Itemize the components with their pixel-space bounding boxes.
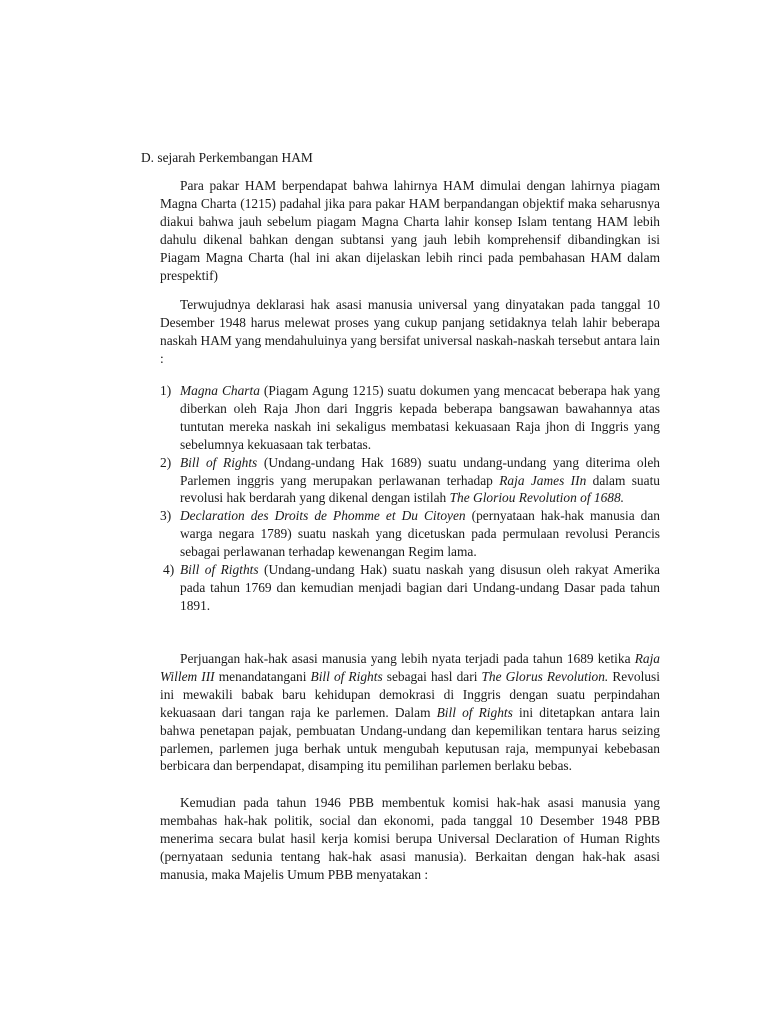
charter-list — [160, 382, 660, 615]
paragraph-un — [160, 794, 660, 884]
list-item-number: 3) — [160, 508, 172, 524]
paragraph-intro — [160, 177, 660, 284]
list-item — [160, 454, 660, 508]
list-item-number: 2) — [160, 454, 172, 470]
paragraph-text: ini ditetapkan antara lain bahwa penetapan pajak, pembuatan Undang-undang dan kepemilikan tentara harus seizing parlemen, parlemen juga berhak untuk mengubah keputusan raja, mempunyai kebebasan berbicara dan berpendapat, disamping itu pemilihan parlemen berlaku bebas. — [160, 704, 660, 774]
paragraph-italic: The Glorus Revolution. — [481, 668, 609, 684]
paragraph-italic: Bill of Rights — [436, 704, 513, 720]
list-item-italic: The Gloriou Revolution of 1688. — [449, 490, 625, 506]
paragraph-declaration — [160, 296, 660, 368]
list-item-text: (Piagam Agung 1215) suatu dokumen yang mencacat beberapa hak yang diberkan oleh Raja Jhon dari Inggris kepada beberapa bangsawan bawahannya atas tuntutan mereka naskah ini sekaligus membatasi kekuasaan Raja jhon di Inggris yang sebelumnya kekuasaan tak terbatas. — [180, 383, 660, 452]
list-item-text: (pernyataan hak-hak manusia dan warga negara 1789) suatu naskah yang dicetuskan pada permulaan revolusi Perancis sebagai perlawanan terhadap kewenangan Regim lama. — [180, 508, 660, 560]
paragraph-struggle — [160, 650, 660, 775]
list-item-title: Bill of Rights — [180, 454, 258, 470]
paragraph-intro-text: Para pakar HAM berpendapat bahwa lahirnya HAM dimulai dengan lahirnya piagam Magna Charta (1215) padahal jika para pakar HAM berpandangan objektif maka seharusnya diakui bahwa jauh sebelum piagam Magna Charta lahir konsep Islam tentang HAM lebih dahulu dikenal bahkan dengan subtansi yang jauh lebih komprehensif dibandingkan isi Piagam Magna Charta (hal ini akan dijelaskan lebih rinci pada pembahasan HAM dalam prespektif) — [160, 178, 660, 283]
list-item — [160, 561, 660, 615]
paragraph-un-text: Kemudian pada tahun 1946 PBB membentuk komisi hak-hak asasi manusia yang membahas hak-hak politik, social dan ekonomi, pada tanggal 10 Desember 1948 PBB menerima secara bulat hasil kerja komisi berupa Universal Declaration of Human Rights (pernyataan sedunia tentang hak-hak asasi manusia). Berkaitan dengan hak-hak asasi manusia, maka Majelis Umum PBB menyatakan : — [160, 795, 660, 882]
list-item-text: (Undang-undang Hak 1689) suatu undang-undang yang diterima oleh Parlemen inggris yang merupakan perlawanan terhadap — [180, 454, 660, 488]
list-item-italic: Raja James IIn — [499, 472, 587, 488]
paragraph-text: menandatangani — [214, 668, 311, 684]
list-item-text: (Undang-undang Hak) suatu naskah yang disusun oleh rakyat Amerika pada tahun 1769 dan kemudian menjadi bagian dari Undang-undang Dasar pada tahun 1891. — [180, 562, 660, 613]
paragraph-declaration-text: Terwujudnya deklarasi hak asasi manusia universal yang dinyatakan pada tanggal 10 Desember 1948 harus melewat proses yang cukup panjang setidaknya telah lahir beberapa naskah HAM yang mendahuluinya yang bersifat universal naskah-naskah tersebut antara lain : — [160, 297, 660, 366]
list-item-title: Bill of Rigthts — [180, 562, 259, 578]
paragraph-italic: Bill of Rights — [310, 668, 383, 684]
paragraph-italic: Raja Willem III — [160, 651, 660, 684]
list-item — [160, 507, 660, 561]
paragraph-text: Revolusi ini mewakili babak baru kehidupan demokrasi di Inggris dengan suatu perpindahan kekuasaan dari tangan raja ke parlemen. Dalam — [160, 668, 660, 720]
list-item-text: dalam suatu revolusi hak berdarah yang dikenal dengan istilah — [180, 472, 660, 506]
list-item-title: Magna Charta — [180, 383, 260, 398]
list-item — [160, 382, 660, 454]
list-item-number: 4) — [163, 562, 175, 578]
paragraph-text: Perjuangan hak-hak asasi manusia yang lebih nyata terjadi pada tahun 1689 ketika — [180, 651, 635, 666]
list-item-number: 1) — [160, 383, 172, 398]
section-heading: D. sejarah Perkembangan HAM — [141, 150, 313, 165]
list-item-title: Declaration des Droits de Phomme et Du Citoyen — [180, 508, 466, 524]
paragraph-text: sebagai hasl dari — [382, 668, 482, 684]
